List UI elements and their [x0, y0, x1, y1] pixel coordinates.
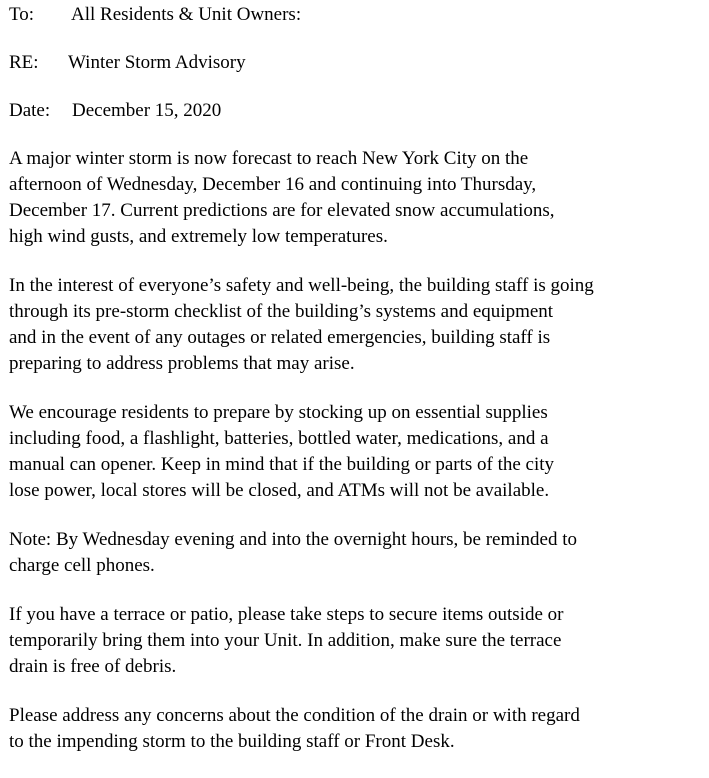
paragraph-line: charge cell phones.	[9, 555, 155, 576]
paragraph-line: We encourage residents to prepare by stocking up on essential supplies	[9, 402, 548, 423]
paragraph-line: lose power, local stores will be closed, and ATMs will not be available.	[9, 480, 550, 501]
date-label: Date:	[9, 100, 51, 121]
paragraph-storm-forecast	[9, 146, 704, 250]
paragraph-line: Please address any concerns about the condition of the drain or with regard	[9, 705, 580, 726]
paragraph-line: preparing to address problems that may arise.	[9, 353, 355, 374]
paragraph-building-staff	[9, 273, 704, 377]
to-label: To:	[9, 4, 35, 25]
memo-document	[9, 2, 704, 778]
paragraph-line: December 17. Current predictions are for elevated snow accumulations,	[9, 200, 555, 221]
paragraph-terrace	[9, 602, 704, 680]
paragraph-line: high wind gusts, and extremely low temperatures.	[9, 226, 388, 247]
paragraph-line: If you have a terrace or patio, please take steps to secure items outside or	[9, 604, 564, 625]
to-line	[9, 2, 704, 28]
paragraph-line: Note: By Wednesday evening and into the overnight hours, be reminded to	[9, 529, 577, 550]
paragraph-line: through its pre-storm checklist of the building’s systems and equipment	[9, 301, 554, 322]
date-line	[9, 98, 704, 124]
to-value: All Residents & Unit Owners:	[71, 4, 302, 25]
paragraph-line: drain is free of debris.	[9, 656, 177, 677]
paragraph-line: A major winter storm is now forecast to reach New York City on the	[9, 148, 529, 169]
paragraph-concerns	[9, 703, 704, 755]
paragraph-line: manual can opener. Keep in mind that if the building or parts of the city	[9, 454, 555, 475]
date-value: December 15, 2020	[72, 100, 222, 121]
paragraph-line: In the interest of everyone’s safety and well-being, the building staff is going	[9, 275, 594, 296]
paragraph-note-phones	[9, 527, 704, 579]
re-value: Winter Storm Advisory	[68, 52, 246, 73]
paragraph-line: to the impending storm to the building staff or Front Desk.	[9, 731, 455, 752]
paragraph-line: including food, a flashlight, batteries, bottled water, medications, and a	[9, 428, 549, 449]
paragraph-supplies	[9, 400, 704, 504]
paragraph-line: temporarily bring them into your Unit. In addition, make sure the terrace	[9, 630, 562, 651]
re-line	[9, 50, 704, 76]
re-label: RE:	[9, 52, 39, 73]
paragraph-line: and in the event of any outages or related emergencies, building staff is	[9, 327, 551, 348]
paragraph-line: afternoon of Wednesday, December 16 and continuing into Thursday,	[9, 174, 537, 195]
